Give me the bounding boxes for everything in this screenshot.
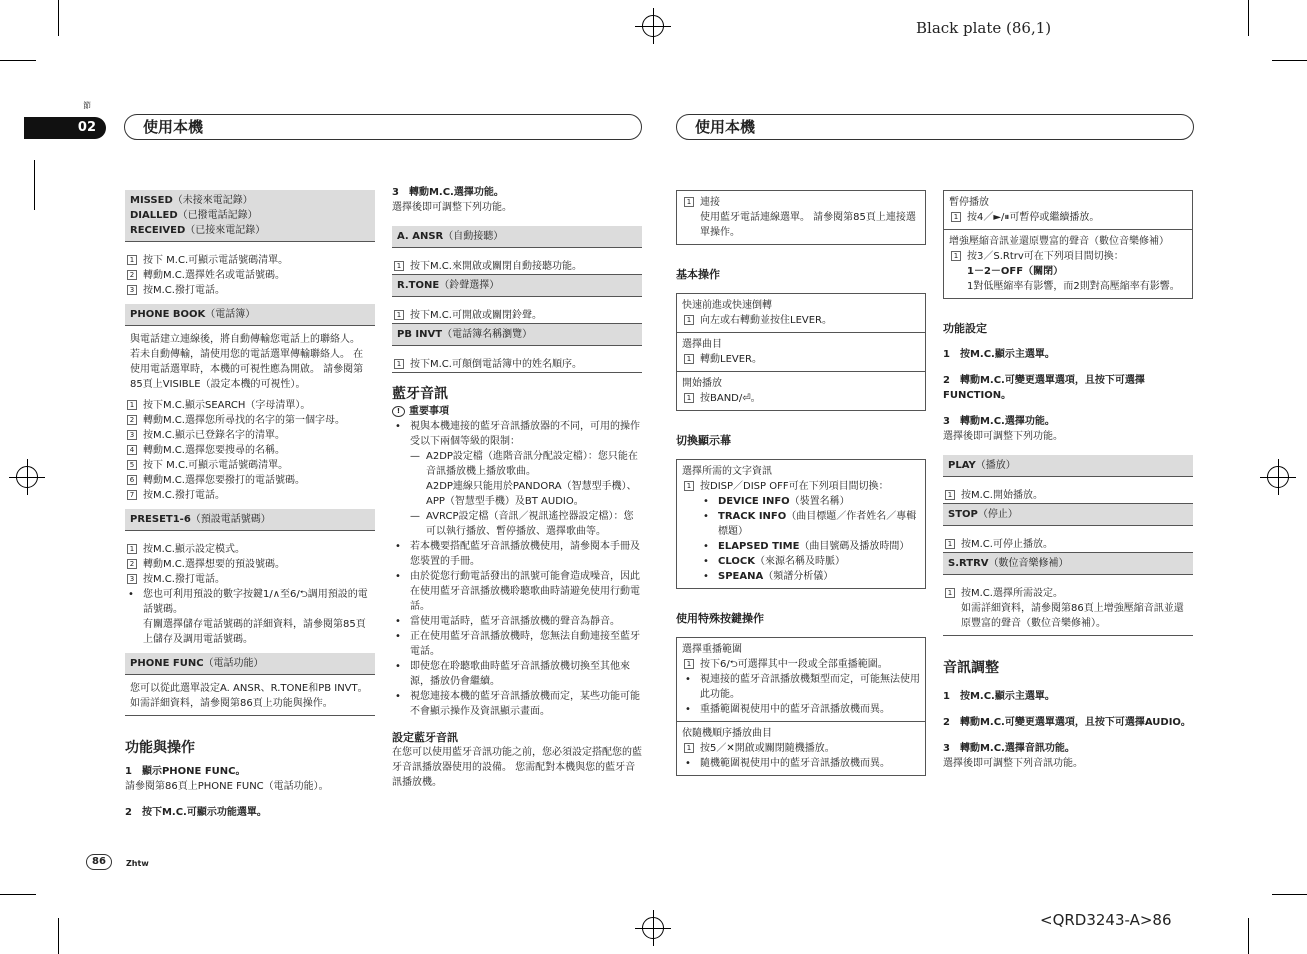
- bt-audio-heading: 藍牙音訊: [392, 386, 448, 402]
- phone-func-body: 您可以從此選單設定A. ANSR、R.TONE和PB INVT。 如需詳細資料，請參閱第86頁上功能與操作。: [125, 681, 375, 716]
- random-box: 依隨機順序播放曲目 1 按5／✕開啟或關閉隨機播放。 • 隨機範圍視使用中的藍牙音訊播放機而異。: [676, 721, 926, 776]
- bullet-item: • 您也可利用預設的數字按鍵1/∧至6/⮌調用預設的電話號碼。: [125, 587, 375, 617]
- crop-mark: [58, 0, 59, 36]
- step-text: 3 轉動M.C.選擇音訊功能。: [943, 743, 1075, 754]
- display-box: 選擇所需的文字資訊 1 按DISP／DISP OFF可在下列項目間切換： • DEVICE INFO（裝置名稱） • TRACK INFO（曲目標題／作者姓名／專輯標題） • ELAPSED TIME（曲目號碼及播放時間） • CLOCK（來源名稱及時脈） • SPEANA（頻譜分析儀）: [676, 459, 926, 589]
- fast-forward-box: 快速前進或快速倒轉 1 向左或右轉動並按住LEVER。: [676, 293, 926, 332]
- bullet-item: • 若本機要搭配藍牙音訊播放機使用，請參閱本手冊及您裝置的手冊。: [392, 539, 642, 569]
- crop-mark: [58, 918, 59, 954]
- enhance-box: 增強壓縮音訊並還原豐富的聲音（數位音樂修補） 1 按3／S.Rtrv可在下列項目間切換： 1－2－OFF（關閉） 1對低壓縮率有影響，而2則對高壓縮率有影響。: [943, 229, 1193, 299]
- list-item: 1 按下M.C.可顛倒電話簿中的姓名順序。: [392, 357, 642, 373]
- repeat-box: 選擇重播範圍 1 按下6/⮌可選擇其中一段或全部重播範圍。 • 視連接的藍牙音訊播放機類型而定，可能無法使用此功能。 • 重播範圍視使用中的藍牙音訊播放機而異。: [676, 637, 926, 721]
- list-item: 3 按M.C.顯示已登錄名字的清單。: [125, 428, 375, 443]
- step-text: 2 按下M.C.可顯示功能選單。: [125, 807, 267, 818]
- step-text: 1 顯示PHONE FUNC。: [125, 766, 246, 777]
- start-play-box: 開始播放 1 按BAND/⏎。: [676, 371, 926, 411]
- preset-header: PRESET1-6（預設電話號碼）: [125, 509, 375, 531]
- step-text: 3 轉動M.C.選擇功能。: [392, 187, 504, 198]
- list-item: 1 按下M.C.顯示SEARCH（字母清單）。: [125, 398, 375, 413]
- dash-item: — A2DP設定檔（進階音訊分配設定檔）：您只能在音訊播放機上播放歌曲。: [410, 451, 638, 477]
- list-item: 4 轉動M.C.選擇您要搜尋的名稱。: [125, 443, 375, 458]
- function-operation-heading: 功能與操作: [125, 740, 195, 756]
- list-item: 3 按M.C.撥打電話。: [125, 283, 375, 298]
- step-text: 1 按M.C.顯示主選單。: [943, 349, 1055, 360]
- step-desc: 請參閱第86頁上PHONE FUNC（電話功能）。: [125, 781, 329, 792]
- crop-mark: [1272, 894, 1307, 895]
- registration-mark-icon: [642, 917, 664, 939]
- list-item: 2 轉動M.C.選擇姓名或電話號碼。: [125, 268, 375, 283]
- phone-func-header: PHONE FUNC（電話功能）: [125, 653, 375, 675]
- important-icon: !: [392, 406, 405, 417]
- step-desc: 選擇後即可調整下列功能。: [943, 431, 1063, 442]
- basic-operation-heading: 基本操作: [676, 268, 720, 281]
- setup-bt-body: 在您可以使用藍牙音訊功能之前，您必須設定搭配您的藍牙音訊播放器使用的設備。 您需配對本機與您的藍牙音訊播放機。: [392, 747, 642, 788]
- play-header: PLAY（播放）: [943, 455, 1193, 477]
- important-label: ! 重要事項: [392, 404, 642, 419]
- page-number: 86: [86, 854, 112, 870]
- dash-item: — AVRCP設定檔（音訊／視訊遙控器設定檔）：您可以執行播放、暫停播放、選擇歌曲等。: [410, 511, 634, 537]
- list-item: 2 轉動M.C.選擇想要的預設號碼。: [125, 557, 375, 572]
- switch-display-heading: 切換顯示幕: [676, 434, 731, 447]
- phone-book-body: 與電話建立連線後，將自動傳輸您電話上的聯絡人。 若未自動傳輸，請使用您的電話選單傳輸聯絡人。 在使用電話選單時，本機的可視性應為開啟。 請參閱第85頁上VISIBLE（設定本機的可視性）。: [130, 334, 364, 390]
- black-plate-label: Black plate (86,1): [916, 19, 1052, 37]
- step-text: 3 轉動M.C.選擇功能。: [943, 416, 1055, 427]
- list-item: 2 轉動M.C.選擇您所尋找的名字的第一個字母。: [125, 413, 375, 428]
- function-settings-heading: 功能設定: [943, 322, 987, 335]
- crop-mark: [34, 160, 35, 210]
- registration-mark-icon: [642, 15, 664, 37]
- setup-bt-heading: 設定藍牙音訊: [392, 731, 458, 744]
- stop-header: STOP（停止）: [943, 504, 1193, 526]
- s-rtrv-body: 1 按M.C.選擇所需設定。 如需詳細資料，請參閱第86頁上增強壓縮音訊並還原豐富的聲音（數位音樂修補）。: [943, 586, 1193, 636]
- registration-mark-icon: [16, 466, 38, 488]
- list-item: 1 按M.C.可停止播放。: [943, 537, 1193, 553]
- list-item: 6 轉動M.C.選擇您要撥打的電話號碼。: [125, 473, 375, 488]
- audio-adjust-heading: 音訊調整: [943, 660, 999, 676]
- phone-book-header: PHONE BOOK（電話簿）: [125, 304, 375, 326]
- language-code: Zhtw: [126, 859, 149, 868]
- note-text: 有關選擇儲存電話號碼的詳細資料，請參閱第85頁上儲存及調用電話號碼。: [143, 619, 366, 645]
- dash-note: A2DP連線只能用於PANDORA（智慧型手機）、APP（智慧型手機）及BT AUDIO。: [426, 481, 637, 507]
- bullet-item: • 正在使用藍牙音訊播放機時，您無法自動連接至藍牙電話。: [392, 629, 642, 659]
- crop-mark: [1248, 918, 1249, 954]
- section-number-tab: 02: [24, 117, 106, 139]
- registration-mark-icon: [1267, 466, 1289, 488]
- a-ansr-header: A. ANSR（自動接聽）: [392, 226, 642, 248]
- select-track-box: 選擇曲目 1 轉動LEVER。: [676, 332, 926, 371]
- list-item: 7 按M.C.撥打電話。: [125, 488, 375, 503]
- left-page-title: 使用本機: [124, 114, 642, 140]
- list-item: 5 按下 M.C.可顯示電話號碼清單。: [125, 458, 375, 473]
- missed-header: MISSED（未接來電記錄） DIALLED（已撥電話記錄） RECEIVED（已接來電記錄）: [125, 190, 375, 242]
- list-item: 1 按下M.C.可開啟或關閉鈴聲。: [392, 308, 642, 324]
- pb-invt-header: PB INVT（電話簿名稱瀏覽）: [392, 324, 642, 346]
- special-keys-heading: 使用特殊按鍵操作: [676, 612, 764, 625]
- bullet-item: • 視您連接本機的藍牙音訊播放機而定，某些功能可能不會顯示操作及資訊顯示畫面。: [392, 689, 642, 719]
- step-desc: 選擇後即可調整下列功能。: [392, 202, 512, 213]
- list-item: 1 按M.C.顯示設定模式。: [125, 542, 375, 557]
- s-rtrv-header: S.RTRV（數位音樂修補）: [943, 553, 1193, 575]
- list-item: 1 按下M.C.來開啟或關閉自動接聽功能。: [392, 259, 642, 275]
- bullet-item: • 由於從您行動電話發出的訊號可能會造成噪音，因此在使用藍牙音訊播放機聆聽歌曲時請避免使用行動電話。: [392, 569, 642, 614]
- column-4: [943, 190, 1193, 771]
- r-tone-header: R.TONE（鈴聲選擇）: [392, 275, 642, 297]
- crop-mark: [0, 60, 36, 61]
- crop-mark: [1272, 60, 1307, 61]
- crop-mark: [1248, 0, 1249, 36]
- connect-box: 1 連接 使用藍牙電話連線選單。 請參閱第85頁上連接選單操作。: [676, 190, 926, 245]
- step-desc: 選擇後即可調整下列音訊功能。: [943, 758, 1083, 769]
- crop-mark: [0, 894, 36, 895]
- list-item: 1 按M.C.開始播放。: [943, 488, 1193, 504]
- right-page-title: 使用本機: [676, 114, 1194, 140]
- step-text: 2 轉動M.C.可變更選單選項，且按下可選擇FUNCTION。: [943, 375, 1145, 401]
- step-text: 2 轉動M.C.可變更選單選項，且按下可選擇AUDIO。: [943, 717, 1191, 728]
- bullet-item: • 當使用電話時，藍牙音訊播放機的聲音為靜音。: [392, 614, 642, 629]
- bullet-item: • 視與本機連接的藍牙音訊播放器的不同，可用的操作受以下兩個等級的限制：: [392, 419, 642, 449]
- column-3: [676, 190, 926, 776]
- document-code: <QRD3243-A>86: [1040, 911, 1172, 929]
- column-1: [125, 190, 375, 820]
- step-text: 1 按M.C.顯示主選單。: [943, 691, 1055, 702]
- bullet-item: • 即使您在聆聽歌曲時藍牙音訊播放機切換至其他來源，播放仍會繼續。: [392, 659, 642, 689]
- section-label: 節: [83, 101, 91, 110]
- list-item: 3 按M.C.撥打電話。: [125, 572, 375, 587]
- list-item: 1 按下 M.C.可顯示電話號碼清單。: [125, 253, 375, 268]
- pause-box: 暫停播放 1 按4／►/⏸可暫停或繼續播放。: [943, 190, 1193, 229]
- column-2: [392, 185, 642, 790]
